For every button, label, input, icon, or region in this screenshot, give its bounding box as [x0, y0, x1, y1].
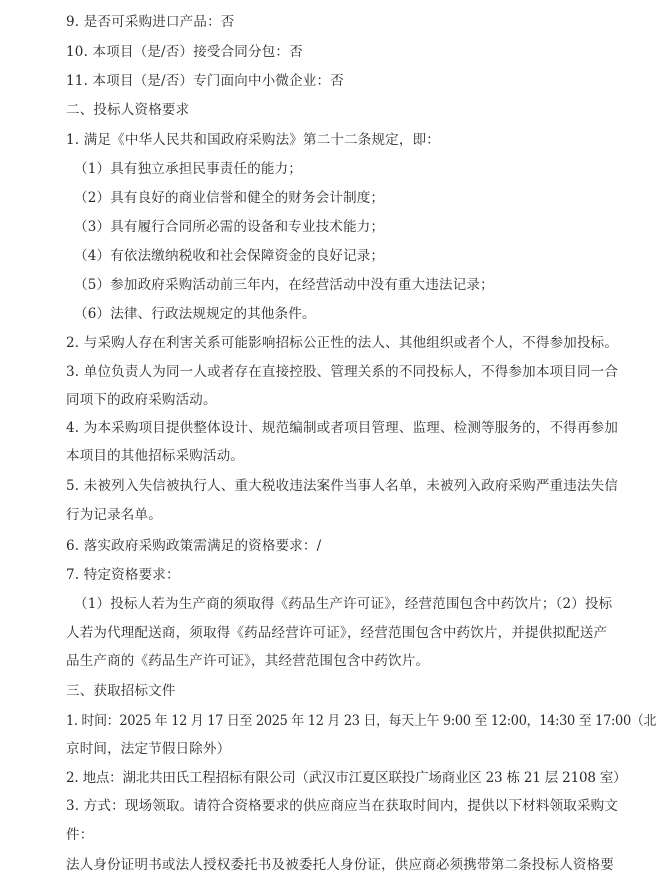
text-line: 11. 本项目（是/否）专门面向中小微企业：否: [66, 73, 344, 89]
list-item: （4）有依法缴纳税收和社会保障资金的良好记录；: [74, 248, 385, 264]
text-line: 京时间，法定节假日除外）: [66, 741, 231, 757]
text-line: 法人身份证明书或法人授权委托书及被委托人身份证，供应商必须携带第二条投标人资格要: [66, 857, 614, 873]
text-line: 4. 为本采购项目提供整体设计、规范编制或者项目管理、监理、检测等服务的，不得再参加: [66, 420, 619, 436]
text-line: 人若为代理配送商，须取得《药品经营许可证》，经营范围包含中药饮片，并提供拟配送产: [66, 625, 608, 641]
list-item: （1）具有独立承担民事责任的能力；: [74, 161, 302, 177]
text-line: 2. 与采购人存在利害关系可能影响招标公正性的法人、其他组织或者个人，不得参加投标。: [66, 335, 619, 351]
text-line: 品生产商的《药品生产许可证》，其经营范围包含中药饮片。: [66, 653, 430, 669]
text-line: 6. 落实政府采购政策需满足的资格要求：/: [66, 538, 322, 554]
list-item: （3）具有履行合同所必需的设备和专业技术能力；: [74, 219, 385, 235]
text-line: 本项目的其他招标采购活动。: [66, 448, 245, 464]
text-line: 9. 是否可采购进口产品：否: [66, 14, 235, 30]
text-line: 件：: [66, 827, 94, 843]
text-line: 行为记录名单。: [66, 507, 162, 523]
list-item: （5）参加政府采购活动前三年内，在经营活动中没有重大违法记录；: [74, 277, 494, 293]
text-line: 1. 满足《中华人民共和国政府采购法》第二十二条规定，即：: [66, 132, 440, 148]
text-line: 2. 地点：湖北共田氏工程招标有限公司（武汉市江夏区联投广场商业区 23 栋 21 层 2108 室）: [66, 770, 627, 786]
section-heading: 二、投标人资格要求: [66, 102, 190, 118]
text-line: 3. 单位负责人为同一人或者存在直接控股、管理关系的不同投标人，不得参加本项目同一合: [66, 364, 619, 380]
text-line: 1. 时间：2025 年 12 月 17 日至 2025 年 12 月 23 日，每天上午 9:00 至 12:00，14:30 至 17:00（北: [66, 713, 657, 729]
text-line: 7. 特定资格要求：: [66, 567, 180, 583]
section-heading: 三、获取招标文件: [66, 683, 176, 699]
text-line: （1）投标人若为生产商的须取得《药品生产许可证》，经营范围包含中药饮片；（2）投标: [74, 596, 613, 612]
text-line: 同项下的政府采购活动。: [66, 392, 217, 408]
text-line: 5. 未被列入失信被执行人、重大税收违法案件当事人名单，未被列入政府采购严重违法失信: [66, 478, 619, 494]
text-line: 10. 本项目（是/否）接受合同分包：否: [66, 44, 303, 60]
list-item: （2）具有良好的商业信誉和健全的财务会计制度；: [74, 190, 385, 206]
text-line: 3. 方式：现场领取。请符合资格要求的供应商应当在获取时间内，提供以下材料领取采购文: [66, 798, 619, 814]
list-item: （6）法律、行政法规规定的其他条件。: [74, 306, 316, 322]
